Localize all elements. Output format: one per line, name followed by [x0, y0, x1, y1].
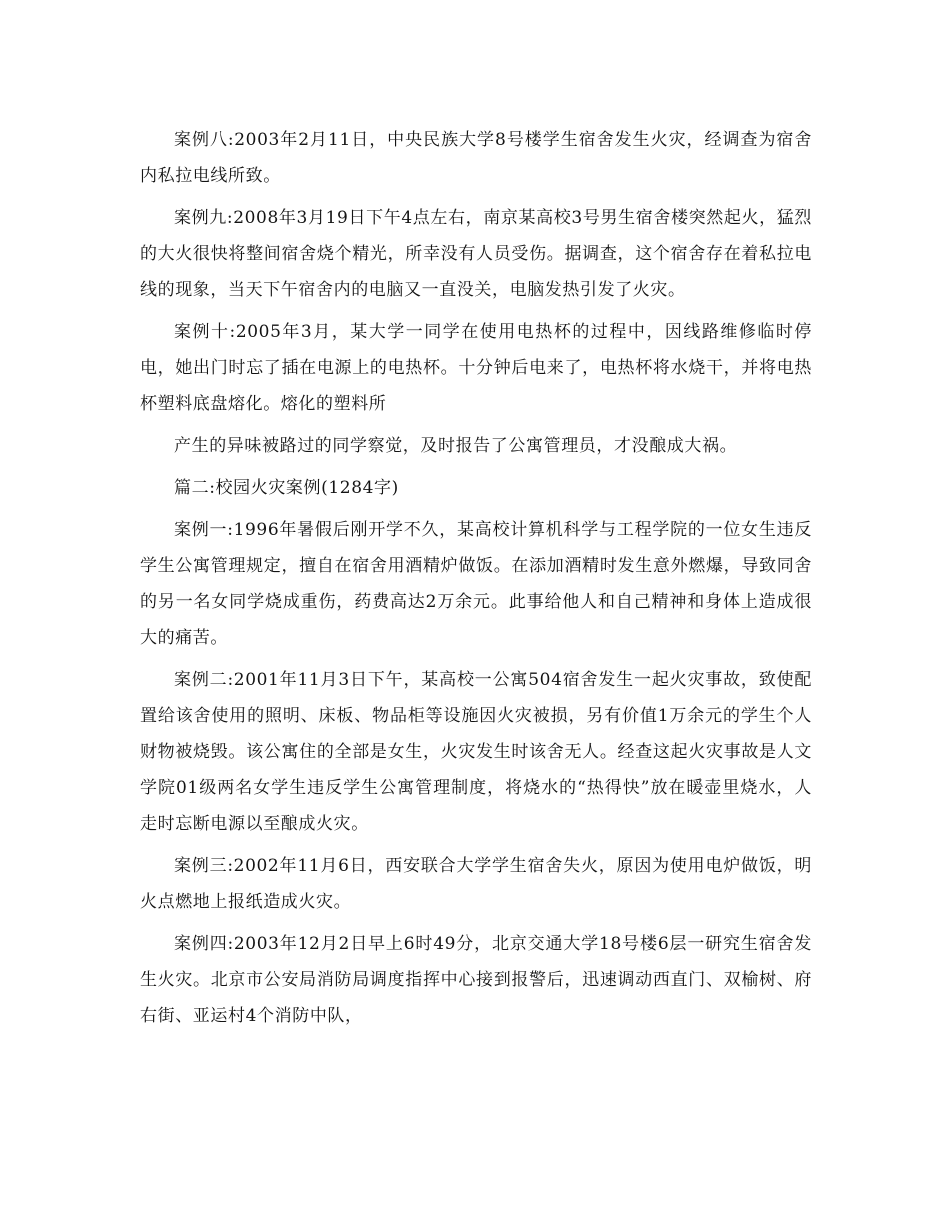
paragraph-case-10: 案例十:2005年3月，某大学一同学在使用电热杯的过程中，因线路维修临时停电，她出门时忘了插在电源上的电热杯。十分钟后电来了，电热杯将水烧干，并将电热杯塑料底盘熔化。熔化的塑料所 [140, 322, 812, 414]
paragraph-case-10-continued: 产生的异味被路过的同学察觉，及时报告了公寓管理员，才没酿成大祸。 [174, 436, 738, 456]
paragraph-case-1: 案例一:1996年暑假后刚开学不久，某高校计算机科学与工程学院的一位女生违反学生公寓管理规定，擅自在宿舍用酒精炉做饭。在添加酒精时发生意外燃爆，导致同舍的另一名女同学烧成重伤，药费高达2万余元。此事给他人和自己精神和身体上造成很大的痛苦。 [140, 520, 812, 648]
document-body [140, 122, 812, 1034]
paragraph-case-3: 案例三:2002年11月6日，西安联合大学学生宿舍失火，原因为使用电炉做饭，明火点燃地上报纸造成火灾。 [140, 856, 812, 912]
section-heading-part-2: 篇二:校园火灾案例(1284字) [174, 478, 399, 498]
paragraph-case-9: 案例九:2008年3月19日下午4点左右，南京某高校3号男生宿舍楼突然起火，猛烈的大火很快将整间宿舍烧个精光，所幸没有人员受伤。据调查，这个宿舍存在着私拉电线的现象，当天下午宿舍内的电脑又一直没关，电脑发热引发了火灾。 [140, 208, 812, 300]
paragraph-case-4: 案例四:2003年12月2日早上6时49分，北京交通大学18号楼6层一研究生宿舍发生火灾。北京市公安局消防局调度指挥中心接到报警后，迅速调动西直门、双榆树、府右街、亚运村4个消防中队， [140, 934, 812, 1026]
paragraph-case-2: 案例二:2001年11月3日下午，某高校一公寓504宿舍发生一起火灾事故，致使配置给该舍使用的照明、床板、物品柜等设施因火灾被损，另有价值1万余元的学生个人财物被烧毁。该公寓住的全部是女生，火灾发生时该舍无人。经查这起火灾事故是人文学院01级两名女学生违反学生公寓管理制度，将烧水的“热得快”放在暖壶里烧水，人走时忘断电源以至酿成火灾。 [140, 670, 812, 834]
paragraph-case-8: 案例八:2003年2月11日，中央民族大学8号楼学生宿舍发生火灾，经调查为宿舍内私拉电线所致。 [140, 130, 812, 186]
